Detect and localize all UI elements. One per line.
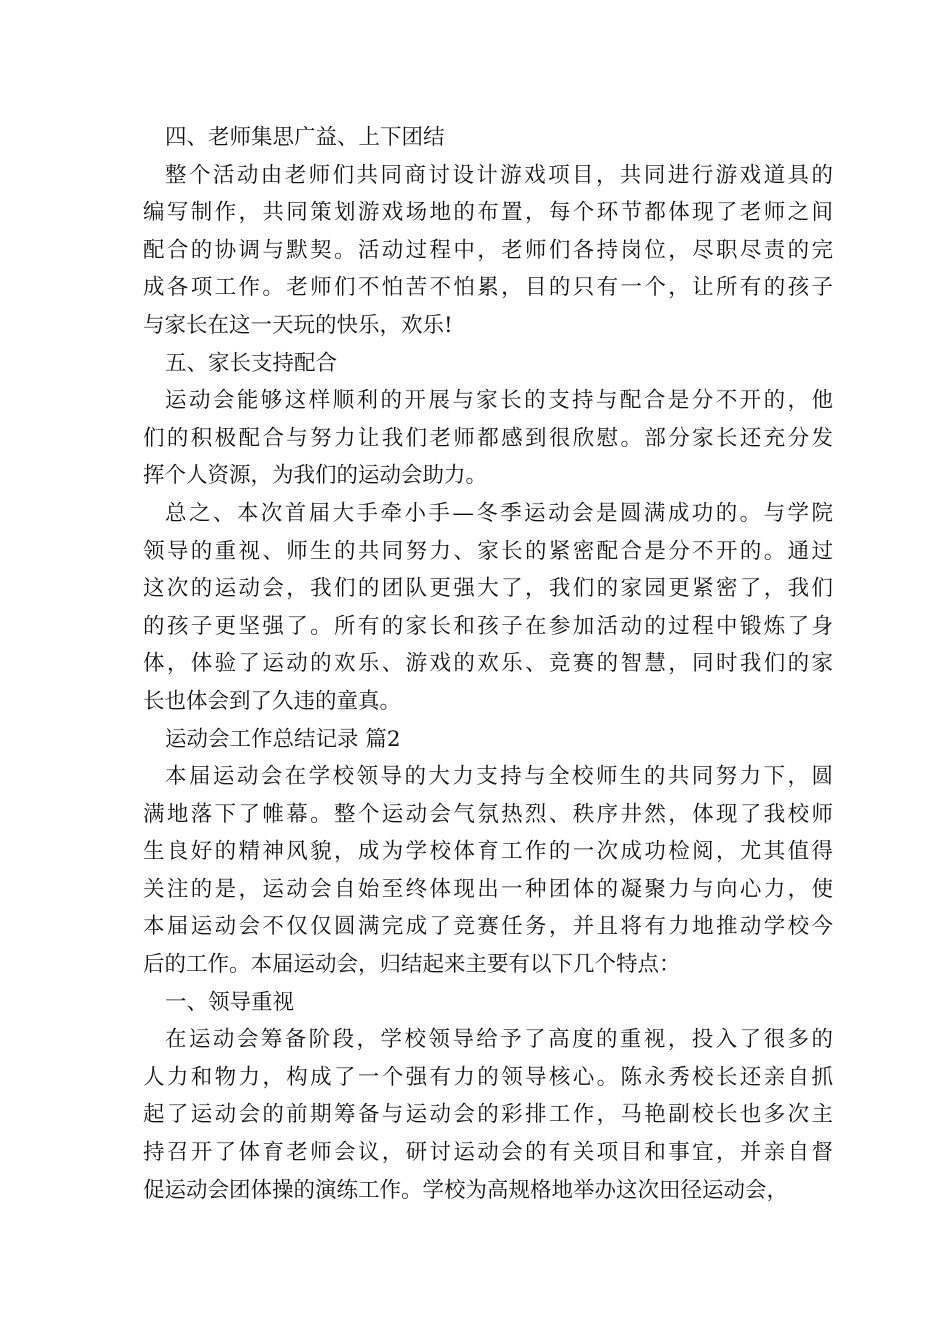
paragraph-line: 的孩子更坚强了。所有的家长和孩子在参加活动的过程中锻炼了身 [143, 613, 833, 639]
paragraph-line: 促运动会团体操的演练工作。学校为高规格地举办这次田径运动会， [143, 1177, 789, 1203]
paragraph-line: 持召开了体育老师会议，研讨运动会的有关项目和事宜，并亲自督 [143, 1140, 833, 1166]
paragraph-line: 与家长在这一天玩的快乐，欢乐! [143, 312, 453, 338]
paragraph-line: 挥个人资源，为我们的运动会助力。 [143, 463, 488, 489]
paragraph-line: 这次的运动会，我们的团队更强大了，我们的家园更紧密了，我们 [143, 576, 833, 602]
paragraph-line: 本届运动会在学校领导的大力支持与全校师生的共同努力下，圆 [165, 764, 833, 790]
section-heading: 五、家长支持配合 [165, 350, 338, 376]
paragraph-line: 整个活动由老师们共同商讨设计游戏项目，共同进行游戏道具的 [165, 162, 833, 188]
paragraph-line: 生良好的精神风貌，成为学校体育工作的一次成功检阅，尤其值得 [143, 839, 833, 865]
paragraph-line: 成各项工作。老师们不怕苦不怕累，目的只有一个，让所有的孩子 [143, 275, 833, 301]
section-heading: 运动会工作总结记录 篇2 [165, 726, 401, 752]
paragraph-line: 总之、本次首届大手牵小手—冬季运动会是圆满成功的。与学院 [165, 500, 833, 526]
paragraph-line: 领导的重视、师生的共同努力、家长的紧密配合是分不开的。通过 [143, 538, 833, 564]
paragraph-line: 配合的协调与默契。活动过程中，老师们各持岗位，尽职尽责的完 [143, 237, 833, 263]
paragraph-line: 关注的是，运动会自始至终体现出一种团体的凝聚力与向心力，使 [143, 876, 833, 902]
document-body [143, 119, 833, 1209]
paragraph-line: 运动会能够这样顺利的开展与家长的支持与配合是分不开的，他 [165, 388, 833, 414]
paragraph-line: 起了运动会的前期筹备与运动会的彩排工作，马艳副校长也多次主 [143, 1102, 833, 1128]
paragraph-line: 长也体会到了久违的童真。 [143, 688, 402, 714]
paragraph-line: 本届运动会不仅仅圆满完成了竞赛任务，并且将有力地推动学校今 [143, 914, 833, 940]
paragraph-line: 人力和物力，构成了一个强有力的领导核心。陈永秀校长还亲自抓 [143, 1064, 833, 1090]
section-heading: 四、老师集思广益、上下团结 [165, 125, 445, 150]
paragraph-line: 在运动会筹备阶段，学校领导给予了高度的重视，投入了很多的 [165, 1027, 833, 1053]
paragraph-line: 们的积极配合与努力让我们老师都感到很欣慰。部分家长还充分发 [143, 425, 833, 451]
paragraph-line: 满地落下了帷幕。整个运动会气氛热烈、秩序井然，体现了我校师 [143, 801, 833, 827]
paragraph-line: 后的工作。本届运动会，归结起来主要有以下几个特点： [143, 952, 681, 978]
paragraph-line: 体，体验了运动的欢乐、游戏的欢乐、竞赛的智慧，同时我们的家 [143, 651, 833, 677]
section-heading: 一、领导重视 [165, 989, 295, 1015]
paragraph-line: 编写制作，共同策划游戏场地的布置，每个环节都体现了老师之间 [143, 200, 833, 226]
